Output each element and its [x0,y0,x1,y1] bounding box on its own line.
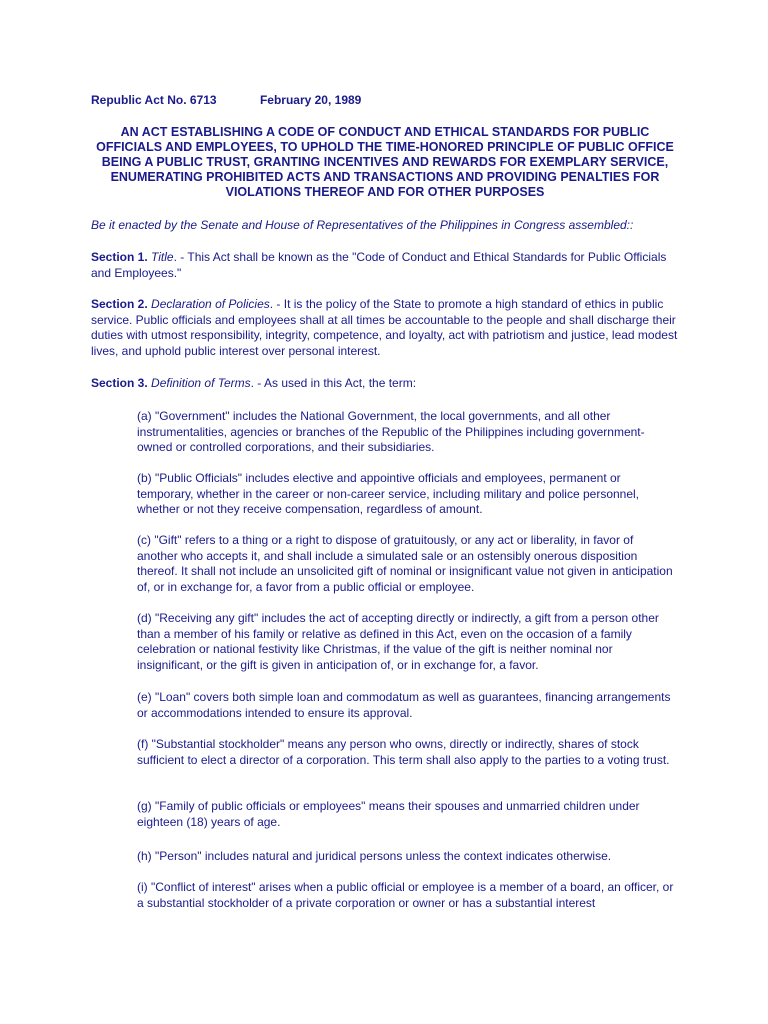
section-2 [91,297,681,359]
act-number: Republic Act No. 6713 [91,93,217,107]
enacting-clause: Be it enacted by the Senate and House of Representatives of the Philippines in Congress assembled:: [91,218,634,232]
section-3-text: . - As used in this Act, the term: [250,376,417,390]
definition-g: (g) "Family of public officials or employees" means their spouses and unmarried children under eighteen (18) years of age. [137,799,640,829]
section-2-text: . - It is the policy of the State to promote a high standard of ethics in public service. Public officials and employees shall at all times be accountable to the people and shall discharge their duties with utmost responsibility, integrity, competence, and loyalty, act with patriotism and justice, lead modest lives, and uphold public interest over personal interest. [91,297,678,358]
definition-c: (c) "Gift" refers to a thing or a right to dispose of gratuitously, or any act or liberality, in favor of another who accepts it, and shall include a simulated sale or an ostensibly onerous disposition thereof. It shall not include an unsolicited gift of nominal or insignificant value not given in anticipation of, or in exchange for, a favor from a public official or employee. [137,533,673,594]
section-2-title: Declaration of Policies [151,297,270,311]
section-1 [91,250,681,281]
section-3 [91,376,681,392]
act-date: February 20, 1989 [259,93,362,107]
definition-f: (f) "Substantial stockholder" means any person who owns, directly or indirectly, shares of stock sufficient to elect a director of a corporation. This term shall also apply to the parties to a voting trust. [137,737,670,767]
section-3-label: Section 3. [91,376,148,390]
section-1-title: Title [151,250,174,264]
act-header [91,93,361,107]
section-3-title: Definition of Terms [151,376,251,390]
definition-a: (a) "Government" includes the National Government, the local governments, and all other instrumentalities, agencies or branches of the Republic of the Philippines including government-owned or controlled corporations, and their subsidiaries. [137,409,645,454]
section-1-label: Section 1. [91,250,148,264]
definition-h: (h) "Person" includes natural and juridical persons unless the context indicates otherwise. [137,849,612,863]
act-title: AN ACT ESTABLISHING A CODE OF CONDUCT AND ETHICAL STANDARDS FOR PUBLIC OFFICIALS AND EMPLOYEES, TO UPHOLD THE TIME-HONORED PRINCIPLE OF PUBLIC OFFICE BEING A PUBLIC TRUST, GRANTING INCENTIVES AND REWARDS FOR EXEMPLARY SERVICE, ENUMERATING PROHIBITED ACTS AND TRANSACTIONS AND PROVIDING PENALTIES FOR VIOLATIONS THEREOF AND FOR OTHER PURPOSES [96,125,674,199]
definition-b: (b) "Public Officials" includes elective and appointive officials and employees, permanent or temporary, whether in the career or non-career service, including military and police personnel, whether or not they receive compensation, regardless of amount. [137,471,640,516]
section-1-text: . - This Act shall be known as the "Code of Conduct and Ethical Standards for Public Officials and Employees." [91,250,667,280]
definition-i: (i) "Conflict of interest" arises when a public official or employee is a member of a board, an officer, or a substantial stockholder of a private corporation or owner or has a substantial interest [137,880,674,910]
section-2-label: Section 2. [91,297,148,311]
definition-d: (d) "Receiving any gift" includes the act of accepting directly or indirectly, a gift from a person other than a member of his family or relative as defined in this Act, even on the occasion of a family celebration or national festivity like Christmas, if the value of the gift is neither nominal nor insignificant, or the gift is given in anticipation of, or in exchange for, a favor. [137,611,659,672]
definition-e: (e) "Loan" covers both simple loan and commodatum as well as guarantees, financing arrangements or accommodations intended to ensure its approval. [137,690,671,720]
